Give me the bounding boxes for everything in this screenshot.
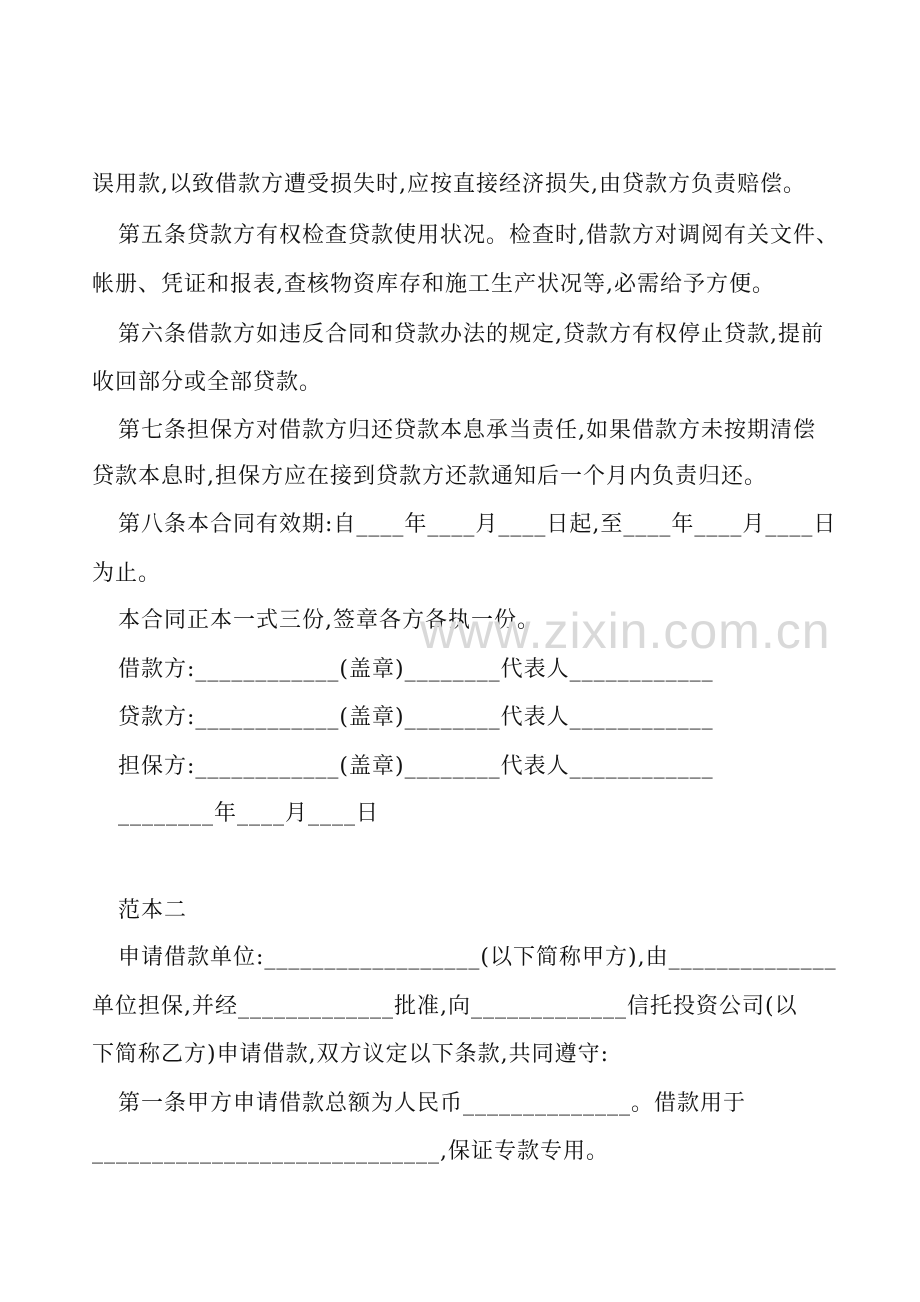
- borrower-signature-line: 借款方:____________(盖章)________代表人____________: [118, 657, 714, 682]
- article-8-line: 第八条本合同有效期:自____年____月____日起,至____年____月____日: [118, 512, 837, 537]
- guarantor-signature-line: 担保方:____________(盖章)________代表人____________: [118, 754, 714, 779]
- paragraph-line: 贷款本息时,担保方应在接到贷款方还款通知后一个月内负责归还。: [92, 464, 767, 489]
- paragraph-line: 为止。: [92, 561, 162, 586]
- article-6-line: 第六条借款方如违反合同和贷款办法的规定,贷款方有权停止贷款,提前: [118, 322, 824, 347]
- date-line: ________年____月____日: [118, 801, 380, 826]
- paragraph-line: 帐册、凭证和报表,查核物资库存和施工生产状况等,必需给予方便。: [92, 272, 775, 297]
- lender-signature-line: 贷款方:____________(盖章)________代表人____________: [118, 705, 714, 730]
- article-5-line: 第五条贷款方有权检查贷款使用状况。检查时,借款方对调阅有关文件、: [118, 223, 839, 248]
- paragraph-line: _____________________________,保证专款专用。: [92, 1139, 609, 1164]
- applicant-line: 申请借款单位:__________________(以下简称甲方),由______________: [118, 945, 837, 970]
- section-title: 范本二: [118, 898, 188, 923]
- paragraph-line: 单位担保,并经_____________批准,向_____________信托投资公司(以: [92, 994, 798, 1019]
- paragraph-line: 下简称乙方)申请借款,双方议定以下条款,共同遵守:: [92, 1042, 609, 1067]
- article-7-line: 第七条担保方对借款方归还贷款本息承当责任,如果借款方未按期清偿: [118, 418, 816, 443]
- article-1-line: 第一条甲方申请借款总额为人民币______________。借款用于: [118, 1091, 747, 1116]
- paragraph-line: 收回部分或全部贷款。: [92, 370, 323, 395]
- watermark-text: www.zixin.com.cn: [420, 603, 831, 659]
- paragraph-line: 误用款,以致借款方遭受损失时,应按直接经济损失,由贷款方负责赔偿。: [92, 172, 806, 197]
- copies-clause: 本合同正本一式三份,签章各方各执一份。: [118, 608, 540, 633]
